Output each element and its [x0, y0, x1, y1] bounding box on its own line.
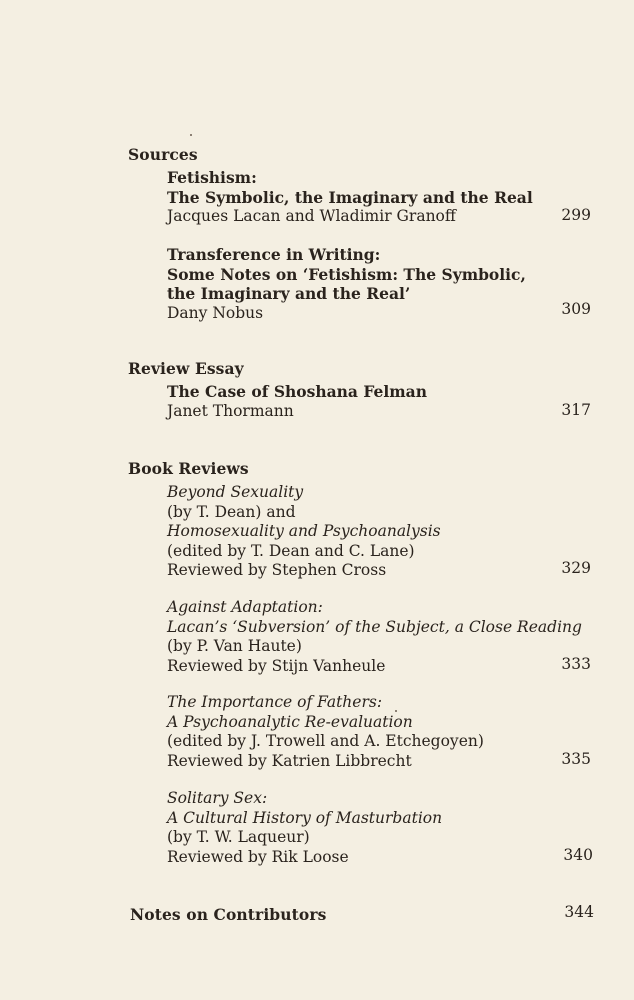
paper-speck [190, 134, 192, 136]
page-number: 329 [561, 559, 591, 577]
section-heading-book-reviews: Book Reviews [128, 459, 249, 478]
toc-entry-beyond-sexuality [167, 483, 577, 581]
toc-entry-solitary-sex [167, 789, 577, 867]
entry-title-line: Transference in Writing: [167, 245, 381, 264]
entry-author: Jacques Lacan and Wladimir Granoff [167, 207, 456, 225]
page-number: 340 [563, 846, 593, 864]
entry-line: Solitary Sex: [167, 789, 268, 807]
entry-line: The Importance of Fathers: [167, 693, 383, 711]
entry-line: A Psychoanalytic Re-evaluation [167, 712, 413, 731]
toc-entry-felman [167, 382, 577, 421]
entry-line: (edited by J. Trowell and A. Etchegoyen) [167, 732, 484, 750]
page-number: 335 [561, 750, 591, 768]
page-number: 344 [564, 903, 594, 921]
entry-author: Janet Thormann [167, 401, 294, 420]
page-number: 299 [561, 206, 591, 224]
page-number: 333 [561, 655, 591, 673]
paper-speck [395, 710, 397, 712]
section-heading-sources: Sources [128, 145, 198, 164]
entry-line: Against Adaptation: [167, 598, 323, 616]
entry-reviewer: Reviewed by Katrien Libbrecht [167, 751, 412, 770]
entry-reviewer: Reviewed by Stephen Cross [167, 561, 387, 579]
entry-title-line: The Symbolic, the Imaginary and the Real [167, 187, 533, 207]
toc-entry-transference [167, 245, 577, 323]
entry-line: (edited by T. Dean and C. Lane) [167, 541, 415, 560]
entry-title-line: Some Notes on ‘Fetishism: The Symbolic, [167, 264, 526, 284]
entry-line: Homosexuality and Psychoanalysis [167, 522, 441, 540]
page-number: 317 [561, 401, 591, 419]
toc-entry-fetishism [167, 168, 577, 227]
entry-line: (by T. Dean) and [167, 502, 296, 521]
entry-line: Lacan’s ‘Subversion’ of the Subject, a Close Reading [167, 617, 582, 636]
entry-title-line: Fetishism: [167, 168, 257, 187]
entry-line: (by T. W. Laqueur) [167, 828, 310, 846]
page-number: 309 [561, 300, 591, 318]
entry-reviewer: Reviewed by Rik Loose [167, 847, 349, 866]
entry-title-line: The Case of Shoshana Felman [167, 382, 427, 401]
entry-line: A Cultural History of Masturbation [167, 808, 443, 827]
toc-entry-importance-of-fathers [167, 693, 577, 771]
entry-line: Beyond Sexuality [167, 483, 304, 501]
entry-line: (by P. Van Haute) [167, 637, 302, 655]
section-heading-review-essay: Review Essay [128, 359, 244, 378]
entry-reviewer: Reviewed by Stijn Vanheule [167, 656, 386, 675]
section-heading-notes-on-contributors: Notes on Contributors [130, 905, 327, 924]
entry-title-line: the Imaginary and the Real’ [167, 284, 411, 303]
toc-entry-against-adaptation [167, 598, 582, 676]
entry-author: Dany Nobus [167, 303, 264, 322]
